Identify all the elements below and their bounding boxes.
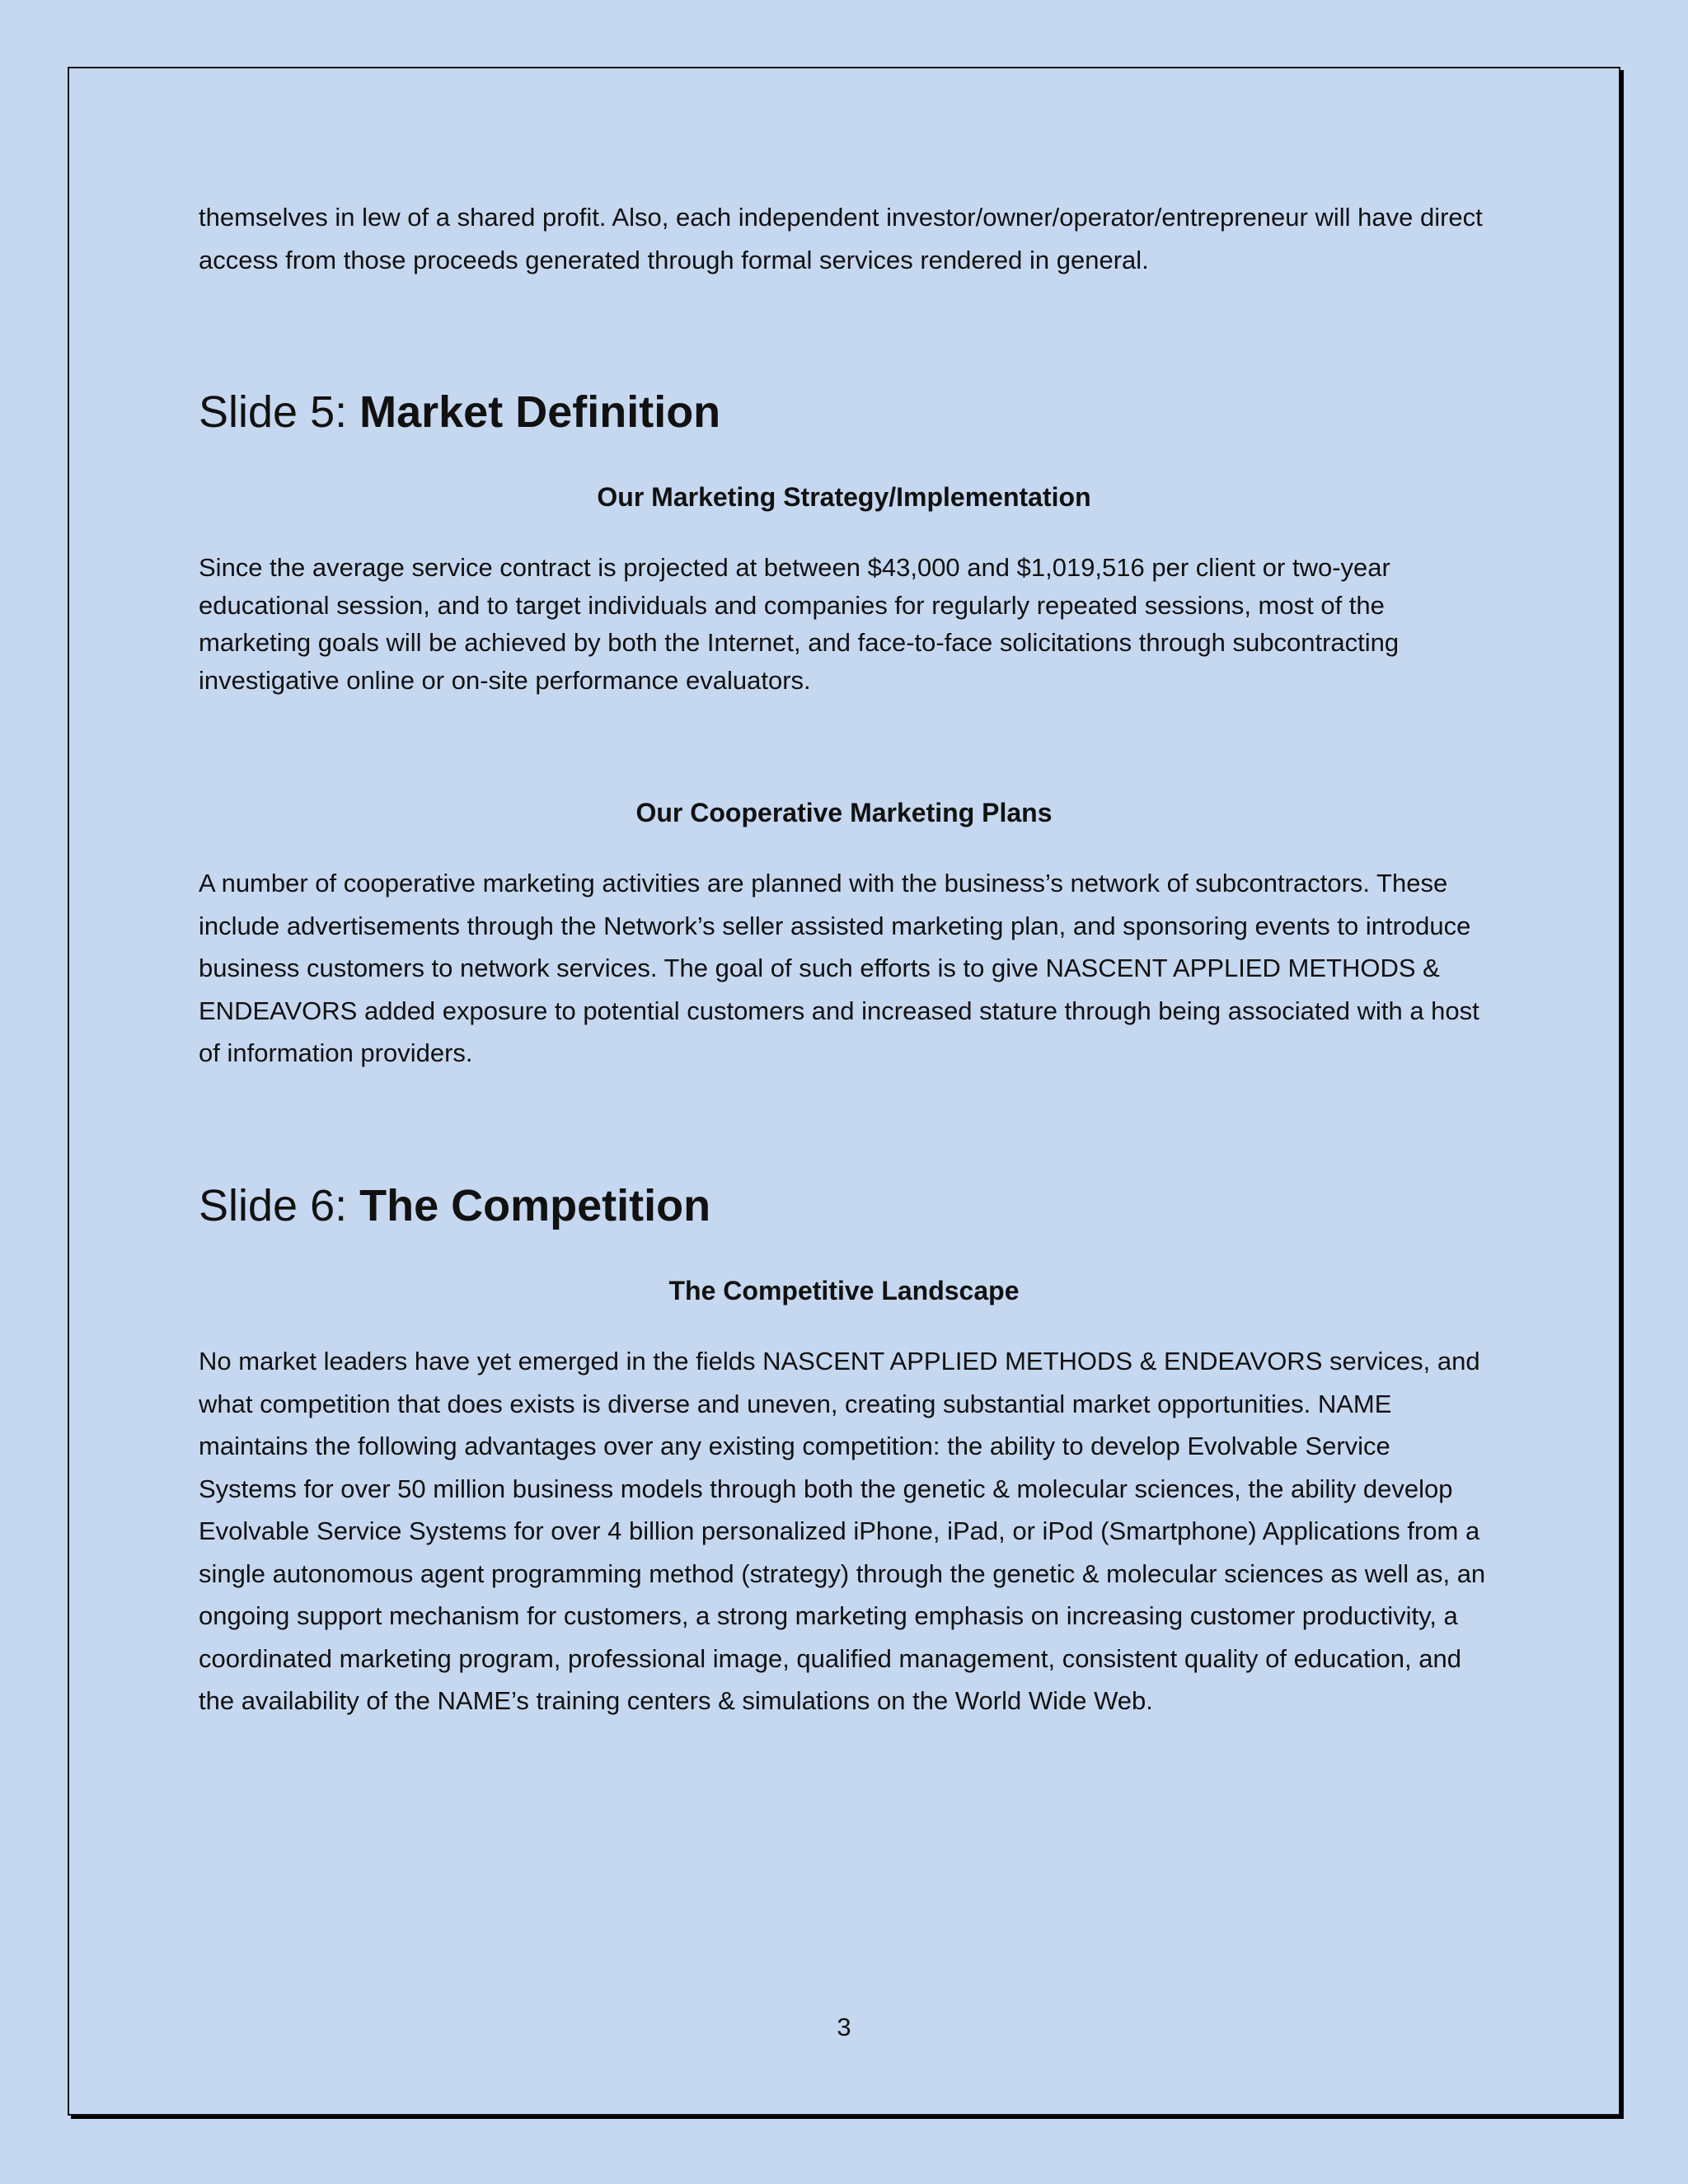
page-number: 3 bbox=[837, 2013, 851, 2041]
slide-5-title bbox=[199, 386, 720, 438]
page-frame bbox=[68, 67, 1620, 2116]
slide-6-prefix: Slide 6: bbox=[199, 1181, 360, 1230]
competitive-landscape-heading: The Competitive Landscape bbox=[668, 1276, 1020, 1305]
cooperative-marketing-heading: Our Cooperative Marketing Plans bbox=[635, 798, 1053, 827]
slide-5-prefix: Slide 5: bbox=[199, 387, 360, 437]
cooperative-marketing-paragraph: A number of cooperative marketing activities are planned with the business’s network of subcontractors. These include advertisements through the Network’s seller assisted marketing plan, and sponsoring events to introduce business customers to network services. The goal of such efforts is to give NASCENT APPLIED METHODS & ENDEAVORS added exposure to potential customers and increased stature through being associated with a host of information providers. bbox=[199, 869, 1479, 1067]
marketing-strategy-heading: Our Marketing Strategy/Implementation bbox=[597, 482, 1091, 512]
slide-5-title-text: Market Definition bbox=[359, 387, 721, 437]
competitive-landscape-paragraph: No market leaders have yet emerged in the fields NASCENT APPLIED METHODS & ENDEAVORS services, and what competition that does exists is diverse and uneven, creating substantial market opportunities. NAME maintains the following advantages over any existing competition: the ability to develop Evolvable Service Systems for over 50 million business models through both the genetic & molecular sciences, the ability develop Evolvable Service Systems for over 4 billion personalized iPhone, iPad, or iPod (Smartphone) Applications from a single autonomous agent programming method (strategy) through the genetic & molecular sciences as well as, an ongoing support mechanism for customers, a strong marketing emphasis on increasing customer productivity, a coordinated marketing program, professional image, qualified management, consistent quality of education, and the availability of the NAME’s training centers & simulations on the World Wide Web. bbox=[199, 1347, 1486, 1715]
intro-paragraph: themselves in lew of a shared profit. Also, each independent investor/owner/operator/entrepreneur will have direct access from those proceeds generated through formal services rendered in general. bbox=[199, 203, 1483, 274]
slide-6-title-text: The Competition bbox=[359, 1181, 711, 1230]
marketing-strategy-paragraph: Since the average service contract is projected at between $43,000 and $1,019,516 per client or two-year educational session, and to target individuals and companies for regularly repeated sessions, most of the marketing goals will be achieved by both the Internet, and face-to-face solicitations through subcontracting investigative online or on-site performance evaluators. bbox=[199, 553, 1400, 695]
slide-6-title bbox=[199, 1179, 710, 1232]
